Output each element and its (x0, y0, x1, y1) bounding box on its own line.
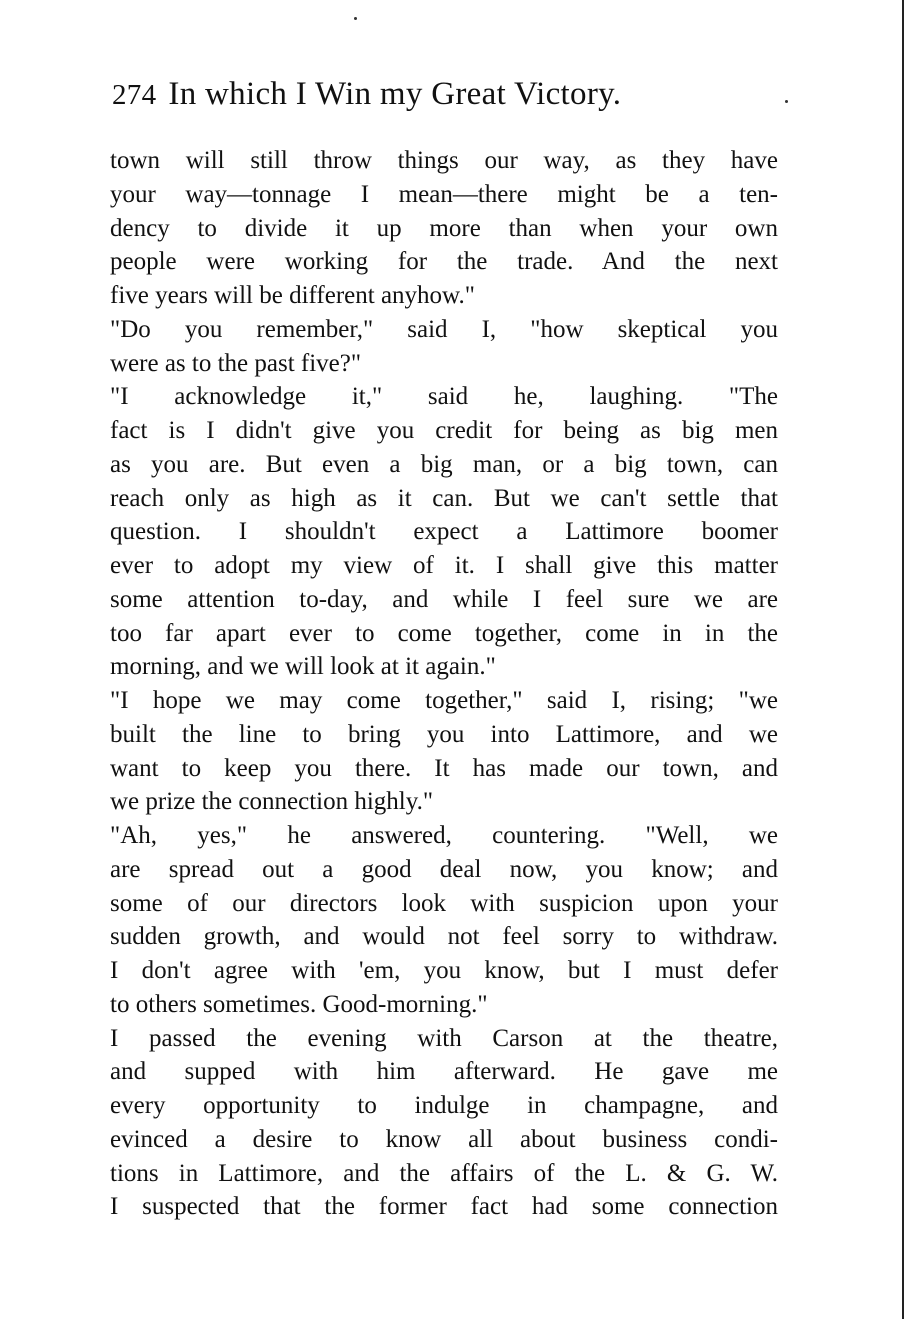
text-line: evinced a desire to know all about business condi- (110, 1125, 778, 1153)
text-line: we prize the connection highly." (110, 788, 434, 816)
text-line: every opportunity to indulge in champagne, and (110, 1092, 778, 1119)
text-line: sudden growth, and would not feel sorry to withdraw. (110, 923, 778, 951)
text-line: are spread out a good deal now, you know; and (110, 855, 778, 883)
text-line: I suspected that the former fact had some connection (110, 1193, 778, 1221)
text-line: five years will be different anyhow." (110, 282, 475, 309)
text-line: some of our directors look with suspicion upon your (110, 889, 778, 917)
text-line: people were working for the trade. And the next (110, 248, 778, 276)
text-line: dency to divide it up more than when your own (110, 214, 778, 242)
text-line: tions in Lattimore, and the affairs of the L. & G. W. (110, 1159, 778, 1187)
text-line: "Do you remember," said I, "how skeptical you (110, 315, 778, 343)
text-line: some attention to-day, and while I feel sure we are (110, 585, 778, 613)
text-line: question. I shouldn't expect a Lattimore boomer (110, 518, 778, 546)
text-line: "Ah, yes," he answered, countering. "Well, we (110, 822, 778, 849)
text-line: as you are. But even a big man, or a big town, can (110, 450, 778, 478)
text-line: your way—tonnage I mean—there might be a ten- (110, 180, 778, 208)
text-line: reach only as high as it can. But we can't settle that (110, 484, 778, 512)
text-line: and supped with him afterward. He gave me (110, 1058, 778, 1086)
scan-speck (354, 17, 357, 20)
text-line: were as to the past five?" (110, 349, 362, 377)
text-line: to others sometimes. Good-morning." (110, 990, 488, 1018)
text-line: morning, and we will look at it again." (110, 653, 496, 681)
page-number: 274 (112, 79, 157, 111)
text-line: too far apart ever to come together, come in in the (110, 619, 778, 647)
text-line: fact is I didn't give you credit for being as big men (110, 417, 778, 444)
text-line: "I hope we may come together," said I, rising; "we (110, 687, 778, 714)
page-body-text (110, 144, 778, 1224)
text-line: "I acknowledge it," said he, laughing. "The (110, 383, 778, 411)
text-line: want to keep you there. It has made our town, and (110, 754, 778, 782)
text-line: town will still throw things our way, as they have (110, 147, 778, 174)
text-line: ever to adopt my view of it. I shall give this matter (110, 552, 778, 579)
scan-speck (785, 100, 788, 103)
running-header (112, 76, 621, 113)
text-line: I passed the evening with Carson at the theatre, (110, 1024, 778, 1052)
text-line: I don't agree with 'em, you know, but I must defer (110, 957, 778, 984)
running-title: In which I Win my Great Victory. (168, 76, 622, 112)
page-edge-rule (902, 0, 904, 1319)
text-line: built the line to bring you into Lattimore, and we (110, 720, 778, 748)
